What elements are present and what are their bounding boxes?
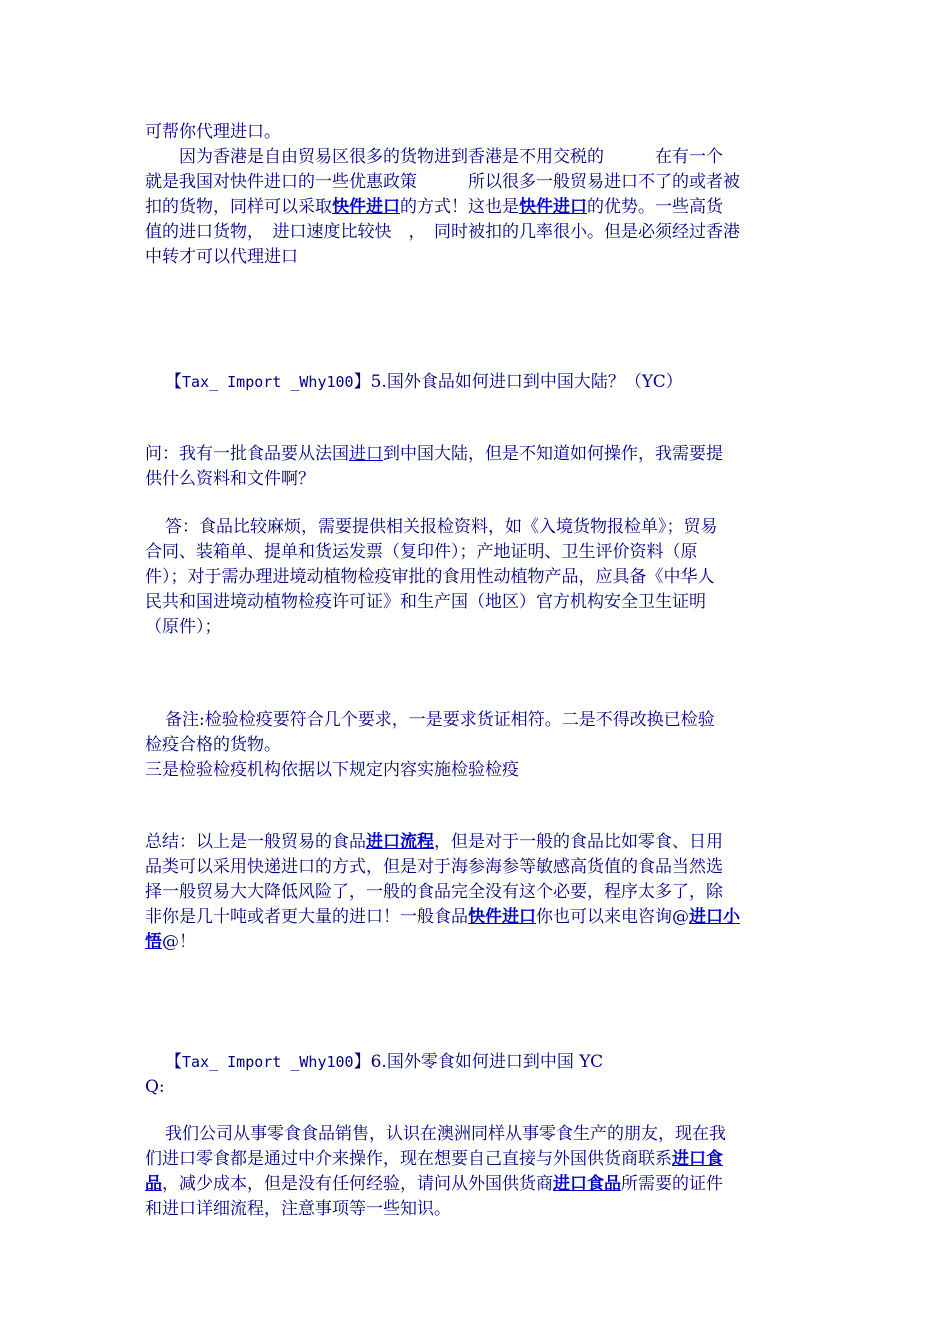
heading-title: 5.国外食品如何进口到中国大陆？（YC）	[370, 372, 683, 392]
text-span: 扣的货物，同样可以采取	[145, 197, 332, 217]
paragraph-snacks	[145, 1122, 810, 1222]
text-line	[145, 905, 810, 930]
heading-code: Tax_ Import _Why100	[182, 373, 354, 391]
bracket: 【	[165, 1052, 182, 1072]
text-line: 件）；对于需办理进境动植物检疫审批的食用性动植物产品，应具备《中华人	[145, 567, 715, 587]
link-express-import[interactable]: 快件进口	[332, 197, 400, 217]
text-line: 检疫合格的货物。	[145, 735, 281, 755]
text-span: 到中国大陆，但是不知道如何操作，我需要提	[383, 444, 723, 464]
text-line: 择一般贸易大大降低风险了，一般的食品完全没有这个必要，程序太多了，除	[145, 882, 723, 902]
text-line: 可帮你代理进口。	[145, 122, 281, 142]
text-line: 和进口详细流程，注意事项等一些知识。	[145, 1199, 451, 1219]
link-import[interactable]: 进口	[349, 444, 383, 464]
paragraph-hongkong	[145, 120, 810, 270]
text-line: 合同、装箱单、提单和货运发票（复印件）；产地证明、卫生评价资料（原	[145, 542, 698, 562]
text-span: 非你是几十吨或者更大量的进口！一般食品	[145, 907, 468, 927]
text-span: 的优势。一些高货	[587, 197, 723, 217]
answer-5	[145, 515, 810, 640]
text-line	[145, 930, 810, 955]
text-span: 所需要的证件	[621, 1174, 723, 1194]
text-line	[145, 195, 810, 220]
section-heading-5	[145, 370, 830, 395]
link-import-process[interactable]: 进口流程	[366, 832, 434, 852]
section-heading-6	[145, 1050, 810, 1100]
text-line	[145, 1147, 810, 1172]
text-line: 品类可以采用快递进口的方式，但是对于海参海参等敏感高货值的食品当然选	[145, 857, 723, 877]
link-import-food[interactable]: 进口食品	[553, 1174, 621, 1194]
text-line	[145, 1172, 810, 1197]
text-span: 们进口零食都是通过中介来操作，现在想要自己直接与外国供货商联系	[145, 1149, 672, 1169]
question-5	[145, 442, 810, 492]
link-express-import[interactable]: 快件进口	[468, 907, 536, 927]
text-line: 民共和国进境动植物检疫许可证》和生产国（地区）官方机构安全卫生证明	[145, 592, 706, 612]
text-line: 备注:检验检疫要符合几个要求，一是要求货证相符。二是不得改换已检验	[165, 710, 715, 730]
text-line: 我们公司从事零食食品销售，认识在澳洲同样从事零食生产的朋友，现在我	[165, 1124, 726, 1144]
text-span: ，减少成本，但是没有任何经验，请问从外国供货商	[162, 1174, 553, 1194]
text-line: 答：食品比较麻烦，需要提供相关报检资料，如《入境货物报检单》；贸易	[165, 517, 718, 537]
text-line	[145, 442, 810, 467]
text-line: 就是我国对快件进口的一些优惠政策 所以很多一般贸易进口不了的或者被	[145, 172, 740, 192]
text-line: 值的进口货物， 进口速度比较快 ， 同时被扣的几率很小。但是必须经过香港	[145, 222, 740, 242]
text-line: 因为香港是自由贸易区很多的货物进到香港是不用交税的 在有一个	[179, 147, 723, 167]
link-express-import[interactable]: 快件进口	[519, 197, 587, 217]
text-span: 问：我有一批食品要从法国	[145, 444, 349, 464]
heading-line	[165, 370, 830, 395]
link-import-food[interactable]: 品	[145, 1174, 162, 1194]
question-label: Q:	[145, 1077, 165, 1097]
heading-line	[145, 1050, 810, 1075]
text-span: 的方式！这也是	[400, 197, 519, 217]
text-line	[145, 830, 810, 855]
heading-code: Tax_ Import _Why100	[182, 1053, 354, 1071]
text-line: 供什么资料和文件啊？	[145, 469, 315, 489]
bracket: 】	[353, 372, 371, 392]
text-span: ，但是对于一般的食品比如零食、日用	[434, 832, 723, 852]
text-line: 三是检验检疫机构依据以下规定内容实施检验检疫	[145, 760, 519, 780]
note-paragraph	[145, 708, 810, 783]
text-span: @！	[162, 932, 196, 952]
bracket: 【	[165, 372, 182, 392]
text-span: 你也可以来电咨询@	[536, 907, 689, 927]
text-line: 中转才可以代理进口	[145, 247, 298, 267]
link-import-xiaowu[interactable]: 进口小	[689, 907, 740, 927]
bracket: 】	[353, 1052, 371, 1072]
text-span: 总结：以上是一般贸易的食品	[145, 832, 366, 852]
text-line: （原件）；	[145, 617, 222, 637]
summary-paragraph	[145, 830, 810, 955]
heading-title: 6.国外零食如何进口到中国 YC	[370, 1052, 604, 1072]
link-import-xiaowu[interactable]: 悟	[145, 932, 162, 952]
link-import-food[interactable]: 进口食	[672, 1149, 723, 1169]
